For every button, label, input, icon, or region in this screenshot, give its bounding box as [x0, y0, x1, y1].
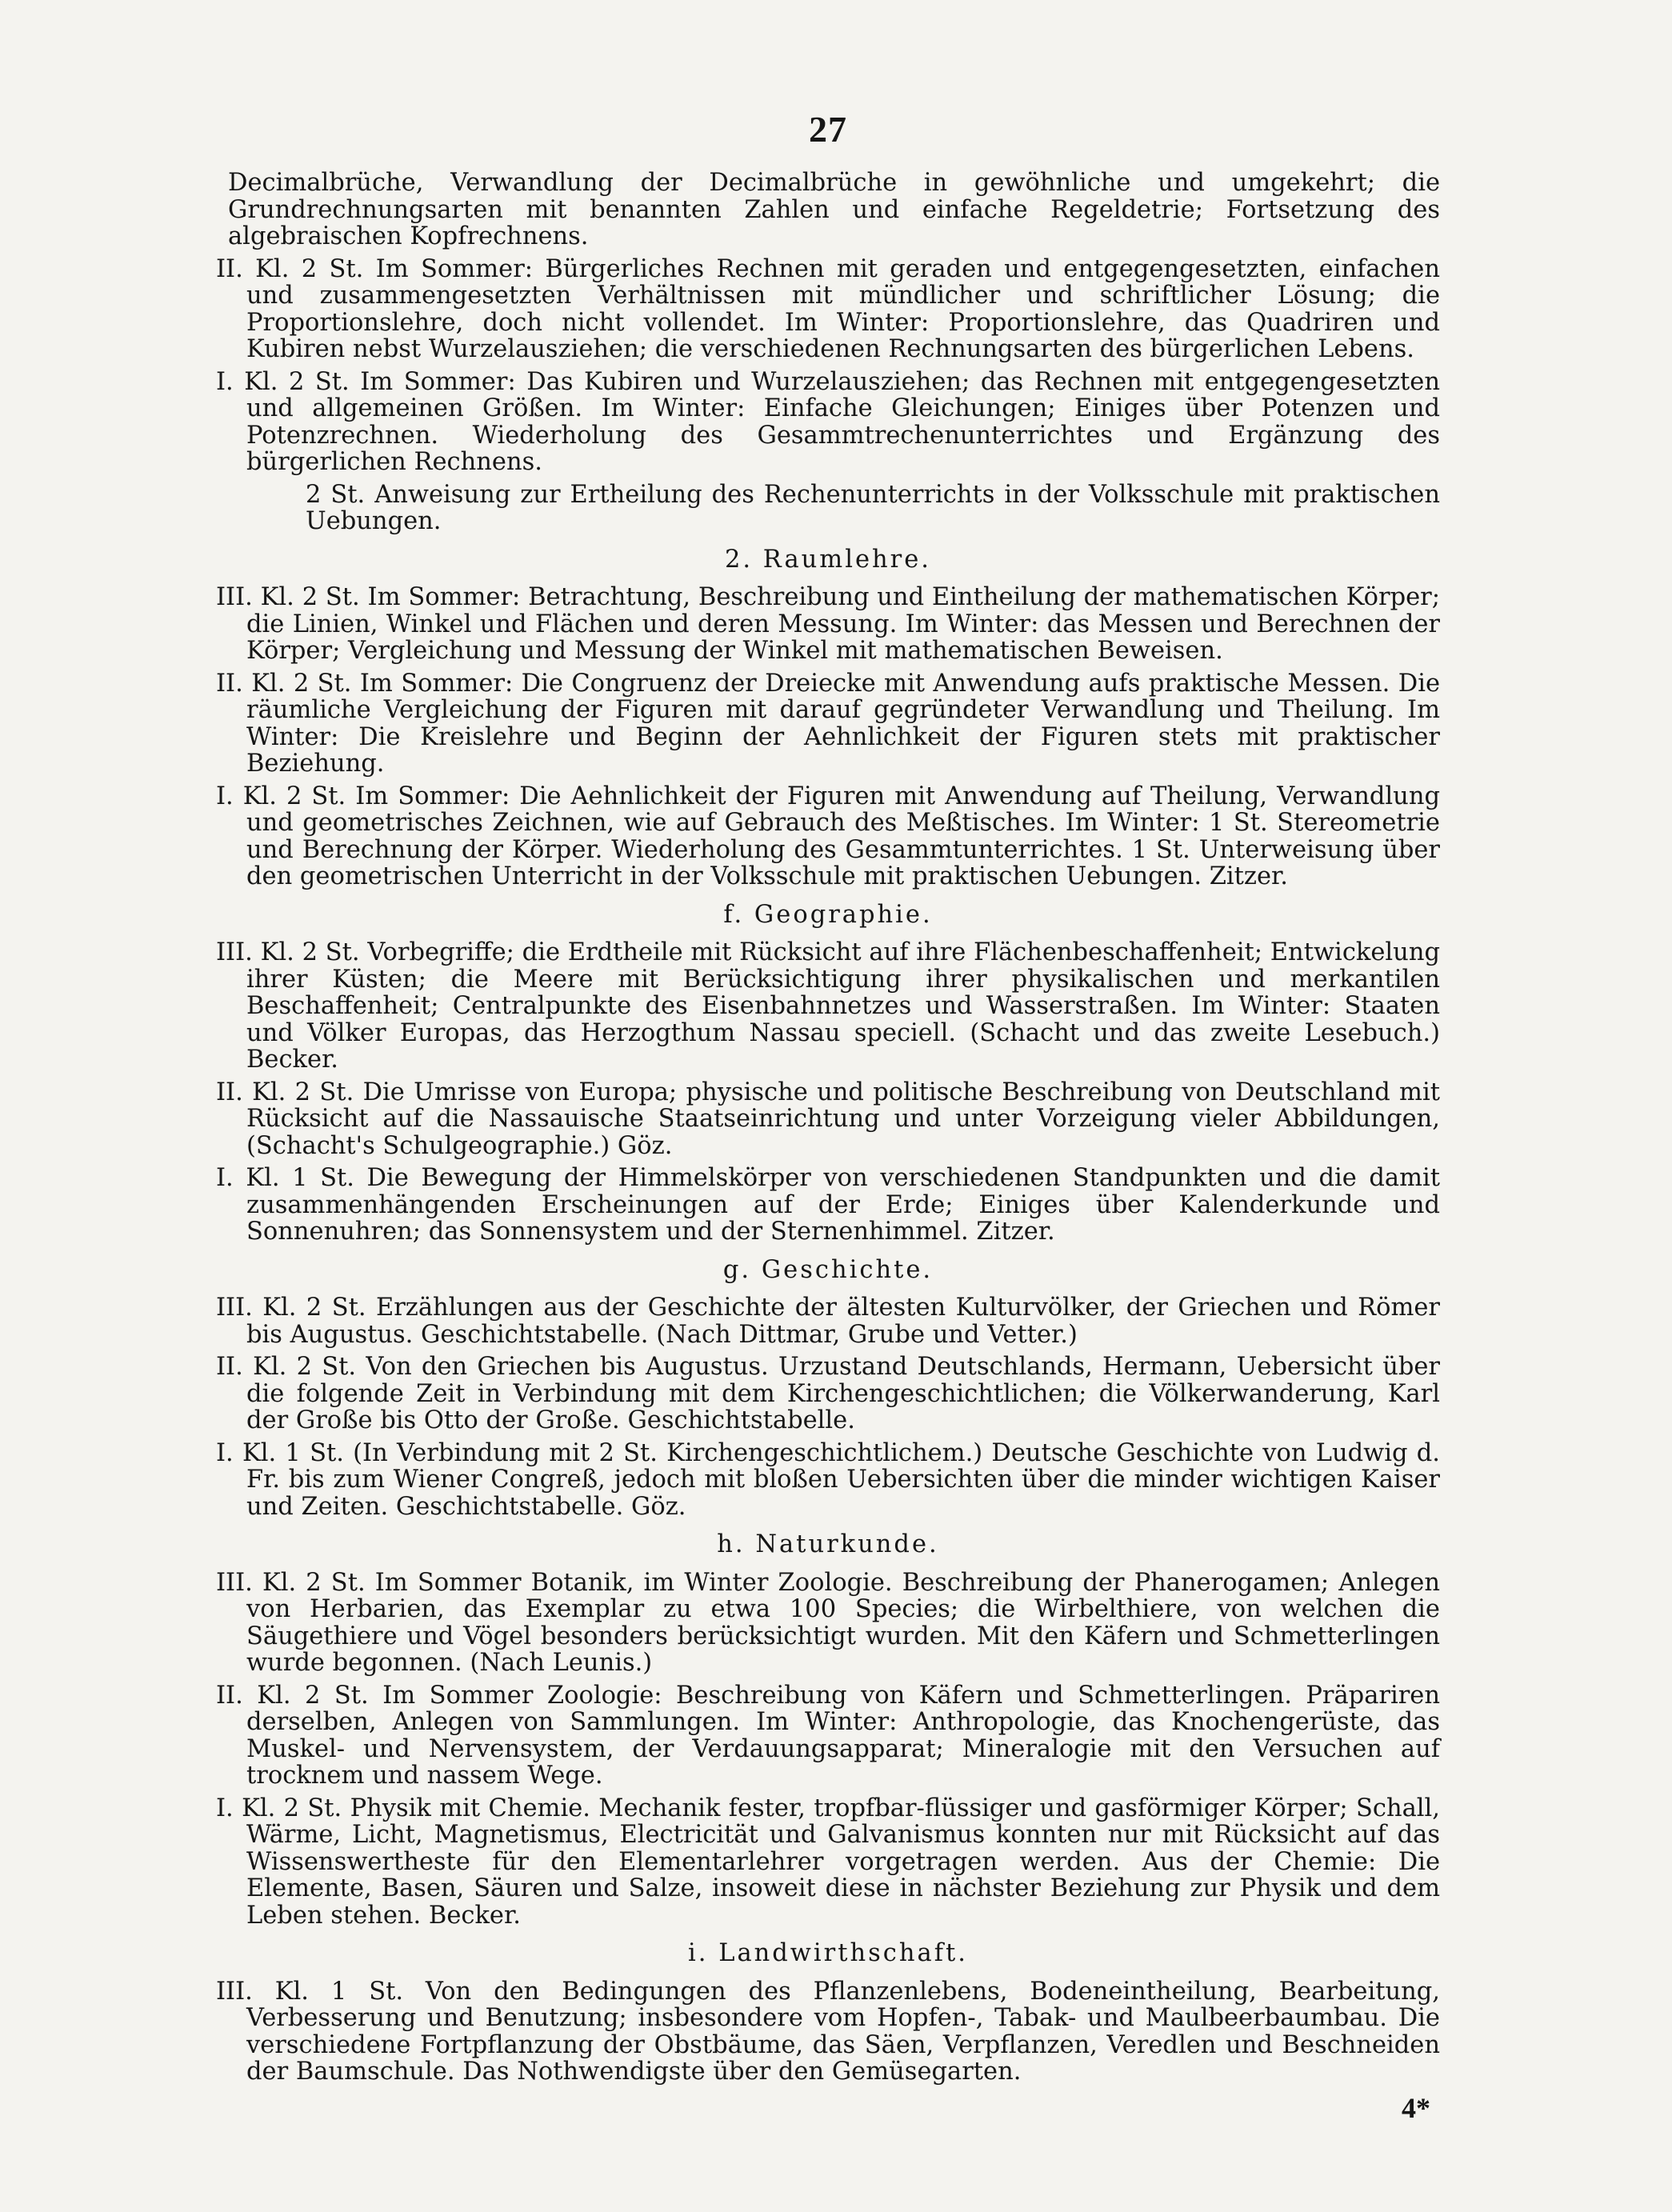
section-heading: f. Geographie.: [723, 900, 933, 929]
paragraph: I. Kl. 1 St. Die Bewegung der Himmelskörper von verschiedenen Standpunkten und die damit zusammenhängenden Erscheinungen auf der Erde; Einiges über Kalenderkunde und Sonnenuhren; das Sonnensystem und der Sternenhimmel. Zitzer.: [216, 1164, 1440, 1246]
paragraph: III. Kl. 1 St. Von den Bedingungen des Pflanzenlebens, Bodeneintheilung, Bearbeitung, Verbesserung und Benutzung; insbesondere vom Hopfen-, Tabak- und Maulbeerbaumbau. Die verschiedene Fortpflanzung der Obstbäume, das Säen, Verpflanzen, Veredlen und Beschneiden der Baumschule. Das Nothwendigste über den Gemüsegarten.: [216, 1977, 1440, 2086]
section-heading: h. Naturkunde.: [717, 1530, 939, 1558]
signature-mark: 4*: [1402, 2091, 1430, 2124]
paragraph: I. Kl. 1 St. (In Verbindung mit 2 St. Kirchengeschichtlichem.) Deutsche Geschichte von Ludwig d. Fr. bis zum Wiener Congreß, jedoch mit bloßen Uebersichten über die minder wichtigen Kaiser und Zeiten. Geschichtstabelle. Göz.: [216, 1438, 1440, 1521]
page-body: [216, 170, 1440, 2086]
paragraph: III. Kl. 2 St. Erzählungen aus der Geschichte der ältesten Kulturvölker, der Griechen und Römer bis Augustus. Geschichtstabelle. (Nach Dittmar, Grube und Vetter.): [216, 1294, 1440, 1349]
paragraph: I. Kl. 2 St. Im Sommer: Die Aehnlichkeit der Figuren mit Anwendung auf Theilung, Verwandlung und geometrisches Zeichnen, wie auf Gebrauch des Meßtisches. Im Winter: 1 St. Stereometrie und Berechnung der Körper. Wiederholung des Gesammtunterrichtes. 1 St. Unterweisung über den geometrischen Unterricht in der Volksschule mit praktischen Uebungen. Zitzer.: [216, 782, 1440, 890]
paragraph: Decimalbrüche, Verwandlung der Decimalbrüche in gewöhnliche und umgekehrt; die Grundrechnungsarten mit benannten Zahlen und einfache Regeldetrie; Fortsetzung des algebraischen Kopfrechnens.: [228, 169, 1440, 250]
section-heading: i. Landwirthschaft.: [688, 1939, 968, 1967]
paragraph: I. Kl. 2 St. Physik mit Chemie. Mechanik fester, tropfbar-flüssiger und gasförmiger Körper; Schall, Wärme, Licht, Magnetismus, Electricität und Galvanismus konnten nur mit Rücksicht auf das Wissenswertheste für den Elementarlehrer vorgetragen werden. Aus der Chemie: Die Elemente, Basen, Säuren und Salze, insoweit diese in nächster Beziehung zur Physik und dem Leben stehen. Becker.: [216, 1794, 1440, 1930]
paragraph: II. Kl. 2 St. Von den Griechen bis Augustus. Urzustand Deutschlands, Hermann, Uebersicht über die folgende Zeit in Verbindung mit dem Kirchengeschichtlichen; die Völkerwanderung, Karl der Große bis Otto der Große. Geschichtstabelle.: [216, 1353, 1440, 1434]
section-heading: g. Geschichte.: [722, 1255, 934, 1284]
paragraph: III. Kl. 2 St. Im Sommer Botanik, im Winter Zoologie. Beschreibung der Phanerogamen; Anlegen von Herbarien, das Exemplar zu etwa 100 Species; die Wirbelthiere, von welchen die Säugethiere und Vögel besonders berücksichtigt wurden. Mit den Käfern und Schmetterlingen wurde begonnen. (Nach Leunis.): [216, 1568, 1440, 1677]
paragraph: II. Kl. 2 St. Die Umrisse von Europa; physische und politische Beschreibung von Deutschland mit Rücksicht auf die Nassauische Staatseinrichtung und unter Vorzeigung vieler Abbildungen, (Schacht's Schulgeographie.) Göz.: [216, 1078, 1440, 1160]
section-heading: 2. Raumlehre.: [725, 545, 931, 574]
paragraph: II. Kl. 2 St. Im Sommer Zoologie: Beschreibung von Käfern und Schmetterlingen. Präpariren derselben, Anlegen von Sammlungen. Im Winter: Anthropologie, das Knochengerüste, das Muskel- und Nervensystem, der Verdauungsapparat; Mineralogie mit den Versuchen auf trocknem und nassem Wege.: [216, 1681, 1440, 1790]
page-number: 27: [809, 109, 847, 150]
paragraph: II. Kl. 2 St. Im Sommer: Die Congruenz der Dreiecke mit Anwendung aufs praktische Messen. Die räumliche Vergleichung der Figuren mit darauf gegründeter Verwandlung und Theilung. Im Winter: Die Kreislehre und Beginn der Aehnlichkeit der Figuren stets mit praktischer Beziehung.: [216, 669, 1440, 778]
paragraph: 2 St. Anweisung zur Ertheilung des Rechenunterrichts in der Volksschule mit praktischen Uebungen.: [306, 480, 1440, 535]
paragraph: III. Kl. 2 St. Im Sommer: Betrachtung, Beschreibung und Eintheilung der mathematischen Körper; die Linien, Winkel und Flächen und deren Messung. Im Winter: das Messen und Berechnen der Körper; Vergleichung und Messung der Winkel mit mathematischen Beweisen.: [216, 583, 1440, 665]
paragraph: II. Kl. 2 St. Im Sommer: Bürgerliches Rechnen mit geraden und entgegengesetzten, einfachen und zusammengesetzten Verhältnissen mit mündlicher und schriftlicher Lösung; die Proportionslehre, doch nicht vollendet. Im Winter: Proportionslehre, das Quadriren und Kubiren nebst Wurzelausziehen; die verschiedenen Rechnungsarten des bürgerlichen Lebens.: [216, 254, 1440, 363]
paragraph: I. Kl. 2 St. Im Sommer: Das Kubiren und Wurzelausziehen; das Rechnen mit entgegengesetzten und allgemeinen Größen. Im Winter: Einfache Gleichungen; Einiges über Potenzen und Potenzrechnen. Wiederholung des Gesammtrechenunterrichtes und Ergänzung des bürgerlichen Rechnens.: [216, 367, 1440, 476]
paragraph: III. Kl. 2 St. Vorbegriffe; die Erdtheile mit Rücksicht auf ihre Flächenbeschaffenheit; Entwickelung ihrer Küsten; die Meere mit Berücksichtigung ihrer physikalischen und merkantilen Beschaffenheit; Centralpunkte des Eisenbahnnetzes und Wasserstraßen. Im Winter: Staaten und Völker Europas, das Herzogthum Nassau speciell. (Schacht und das zweite Lesebuch.) Becker.: [216, 938, 1440, 1074]
